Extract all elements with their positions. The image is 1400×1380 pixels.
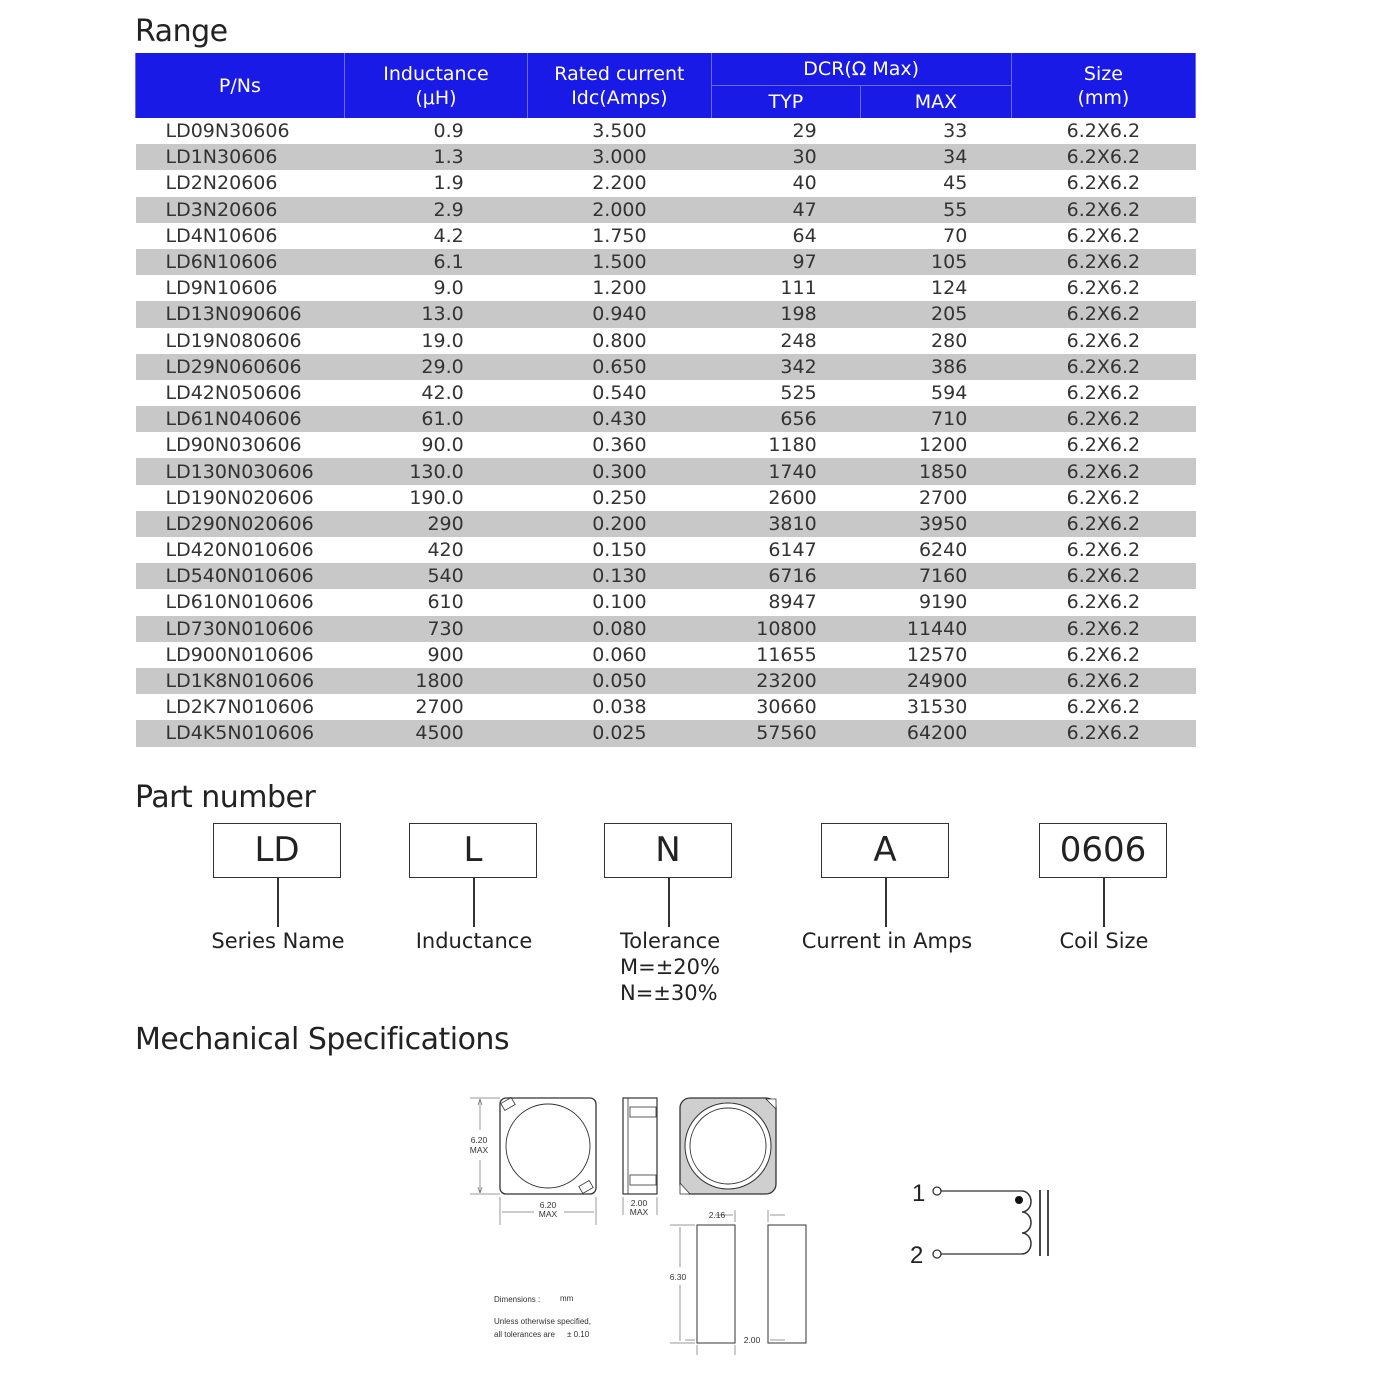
note-dimensions: Dimensions : xyxy=(494,1295,541,1304)
dcr-max-cell: 6240 xyxy=(918,539,968,562)
dcr-max-cell: 45 xyxy=(943,172,968,195)
part-number-cell: LD130N030606 xyxy=(136,458,345,484)
header-inductance-l2: (μH) xyxy=(415,86,457,109)
table-row xyxy=(136,275,1196,301)
dim-height-bottom: MAX xyxy=(469,1145,489,1155)
dcr-max-cell: 11440 xyxy=(861,616,1012,642)
table-row xyxy=(136,589,1196,615)
size-cell: 6.2X6.2 xyxy=(1066,591,1141,614)
table-row xyxy=(136,118,1196,144)
dcr-typ-cell: 248 xyxy=(780,329,817,352)
dcr-max-cell: 34 xyxy=(861,144,1012,170)
current-cell: 3.500 xyxy=(592,120,647,143)
part-number-cell: LD42N050606 xyxy=(165,381,302,404)
part-line-current xyxy=(885,878,887,927)
dcr-typ-cell: 47 xyxy=(711,197,861,223)
top-view xyxy=(470,1098,596,1225)
table-row xyxy=(136,432,1196,458)
current-cell: 0.050 xyxy=(528,668,711,694)
table-row xyxy=(136,511,1196,537)
inductance-cell: 13.0 xyxy=(344,301,527,327)
part-number-cell: LD2N20606 xyxy=(165,172,278,195)
range-table-body xyxy=(136,118,1196,747)
inductance-cell: 19.0 xyxy=(421,329,464,352)
part-box-tolerance: N xyxy=(604,823,732,878)
table-row xyxy=(136,380,1196,406)
inductance-cell: 4.2 xyxy=(433,224,464,247)
header-max: MAX xyxy=(861,86,1012,119)
dcr-typ-cell: 64 xyxy=(792,224,817,247)
part-number-cell: LD4N10606 xyxy=(165,224,278,247)
header-size xyxy=(1011,53,1195,118)
part-number-cell: LD610N010606 xyxy=(165,591,314,614)
pin-1-terminal xyxy=(933,1187,941,1195)
inductance-cell: 2.9 xyxy=(344,197,527,223)
current-cell: 1.750 xyxy=(592,224,647,247)
dcr-typ-cell: 1180 xyxy=(768,434,817,457)
table-row xyxy=(136,694,1196,720)
dcr-max-cell: 1850 xyxy=(861,458,1012,484)
inductance-cell: 290 xyxy=(344,511,527,537)
part-number-cell: LD900N010606 xyxy=(165,643,314,666)
current-cell: 0.025 xyxy=(528,720,711,746)
table-row xyxy=(136,197,1196,223)
pin-1-label: 1 xyxy=(912,1180,926,1207)
table-row xyxy=(136,406,1196,432)
table-row xyxy=(136,720,1196,746)
part-line-coil-size xyxy=(1103,878,1105,927)
current-cell: 1.500 xyxy=(528,249,711,275)
dcr-typ-cell: 30 xyxy=(711,144,861,170)
size-cell: 6.2X6.2 xyxy=(1066,696,1141,719)
part-number-cell: LD19N080606 xyxy=(165,329,302,352)
note-tolerance-3: ± 0.10 xyxy=(567,1330,590,1339)
inductance-cell: 0.9 xyxy=(433,120,464,143)
inductance-cell: 29.0 xyxy=(344,354,527,380)
part-number-cell: LD9N10606 xyxy=(165,277,278,300)
dim-pad-width: 2.00 xyxy=(743,1335,761,1345)
part-line-tolerance xyxy=(668,878,670,927)
dcr-typ-cell: 6716 xyxy=(711,563,861,589)
size-cell: 6.2X6.2 xyxy=(1011,720,1195,746)
dim-pad-length: 6.30 xyxy=(669,1272,687,1282)
dcr-max-cell: 31530 xyxy=(906,696,968,719)
pad-layout xyxy=(670,1210,806,1355)
header-inductance-l1: Inductance xyxy=(383,62,489,85)
note-tolerance-2: all tolerances are xyxy=(494,1330,555,1339)
part-label-inductance: Inductance xyxy=(415,929,533,953)
current-cell: 0.038 xyxy=(592,696,647,719)
dim-width-bottom: MAX xyxy=(538,1209,558,1219)
note-unit: mm xyxy=(560,1294,574,1303)
mechanical-drawing xyxy=(460,1085,820,1360)
dcr-typ-cell: 111 xyxy=(780,277,817,300)
part-number-cell: LD190N020606 xyxy=(165,486,314,509)
dcr-max-cell: 12570 xyxy=(906,643,968,666)
dcr-max-cell: 7160 xyxy=(861,563,1012,589)
inductance-cell: 1.3 xyxy=(344,144,527,170)
dcr-max-cell: 105 xyxy=(861,249,1012,275)
inductance-cell: 9.0 xyxy=(433,277,464,300)
part-label-coil-size: Coil Size xyxy=(1059,929,1149,953)
part-number-cell: LD730N010606 xyxy=(136,616,345,642)
size-cell: 6.2X6.2 xyxy=(1066,329,1141,352)
dcr-typ-cell: 40 xyxy=(792,172,817,195)
part-number-cell: LD6N10606 xyxy=(136,249,345,275)
coil-icon xyxy=(1022,1191,1031,1254)
header-current-l2: Idc(Amps) xyxy=(571,86,668,109)
size-cell: 6.2X6.2 xyxy=(1066,643,1141,666)
part-number-cell: LD290N020606 xyxy=(136,511,345,537)
table-row xyxy=(136,458,1196,484)
dcr-max-cell: 205 xyxy=(861,301,1012,327)
mechanical-title: Mechanical Specifications xyxy=(135,1022,510,1057)
inductance-cell: 540 xyxy=(344,563,527,589)
inductance-cell: 1.9 xyxy=(433,172,464,195)
current-cell: 2.000 xyxy=(528,197,711,223)
size-cell: 6.2X6.2 xyxy=(1066,434,1141,457)
dcr-typ-cell: 198 xyxy=(711,301,861,327)
header-size-l2: (mm) xyxy=(1077,86,1130,109)
dcr-typ-cell: 2600 xyxy=(768,486,817,509)
table-row xyxy=(136,144,1196,170)
part-number-title: Part number xyxy=(135,780,316,815)
size-cell: 6.2X6.2 xyxy=(1066,224,1141,247)
size-cell: 6.2X6.2 xyxy=(1011,197,1195,223)
part-line-series xyxy=(277,878,279,927)
size-cell: 6.2X6.2 xyxy=(1011,511,1195,537)
inductance-cell: 2700 xyxy=(415,696,464,719)
part-number-cell: LD2K7N010606 xyxy=(165,696,315,719)
dcr-max-cell: 9190 xyxy=(918,591,968,614)
dim-thick-bottom: MAX xyxy=(629,1207,649,1217)
current-cell: 0.130 xyxy=(528,563,711,589)
dcr-typ-cell: 6147 xyxy=(768,539,817,562)
inductor-schematic xyxy=(900,1170,1060,1280)
part-label-series: Series Name xyxy=(211,929,345,953)
dcr-typ-cell: 8947 xyxy=(768,591,817,614)
dim-width-top: 6.20 xyxy=(539,1200,557,1210)
tolerance-n: N=±30% xyxy=(620,981,718,1005)
part-number-cell: LD4K5N010606 xyxy=(136,720,345,746)
dcr-max-cell: 710 xyxy=(861,406,1012,432)
table-row xyxy=(136,668,1196,694)
current-cell: 0.080 xyxy=(528,616,711,642)
part-box-coil-size: 0606 xyxy=(1039,823,1167,878)
table-row xyxy=(136,223,1196,249)
header-inductance xyxy=(344,53,527,118)
header-pn: P/Ns xyxy=(136,53,345,118)
inductance-cell: 1800 xyxy=(344,668,527,694)
part-number-cell: LD540N010606 xyxy=(136,563,345,589)
range-title: Range xyxy=(135,14,228,49)
table-row xyxy=(136,249,1196,275)
part-number-cell: LD61N040606 xyxy=(136,406,345,432)
inductance-cell: 730 xyxy=(344,616,527,642)
dcr-typ-cell: 30660 xyxy=(756,696,817,719)
size-cell: 6.2X6.2 xyxy=(1066,120,1141,143)
table-row xyxy=(136,328,1196,354)
size-cell: 6.2X6.2 xyxy=(1011,563,1195,589)
table-row xyxy=(136,170,1196,196)
current-cell: 0.650 xyxy=(528,354,711,380)
header-size-l1: Size xyxy=(1083,62,1123,85)
dcr-max-cell: 33 xyxy=(943,120,968,143)
dcr-typ-cell: 29 xyxy=(792,120,817,143)
pin-2-label: 2 xyxy=(910,1242,924,1269)
dcr-max-cell: 70 xyxy=(943,224,968,247)
current-cell: 0.100 xyxy=(592,591,647,614)
dcr-max-cell: 55 xyxy=(861,197,1012,223)
part-number-cell: LD29N060606 xyxy=(136,354,345,380)
inductance-cell: 6.1 xyxy=(344,249,527,275)
inductance-cell: 420 xyxy=(427,539,464,562)
pin-2-terminal xyxy=(933,1250,941,1258)
dcr-max-cell: 386 xyxy=(861,354,1012,380)
dcr-typ-cell: 97 xyxy=(711,249,861,275)
table-row xyxy=(136,642,1196,668)
dcr-typ-cell: 57560 xyxy=(711,720,861,746)
inductance-cell: 90.0 xyxy=(421,434,464,457)
table-row xyxy=(136,301,1196,327)
dcr-max-cell: 594 xyxy=(931,381,968,404)
dcr-max-cell: 24900 xyxy=(861,668,1012,694)
part-number-cell: LD1N30606 xyxy=(136,144,345,170)
current-cell: 0.430 xyxy=(528,406,711,432)
dcr-typ-cell: 3810 xyxy=(711,511,861,537)
dim-thick-top: 2.00 xyxy=(630,1198,648,1208)
current-cell: 0.300 xyxy=(528,458,711,484)
note-tolerance-1: Unless otherwise specified, xyxy=(494,1317,591,1326)
size-cell: 6.2X6.2 xyxy=(1066,172,1141,195)
bottom-view xyxy=(680,1098,776,1194)
current-cell: 0.940 xyxy=(528,301,711,327)
dcr-typ-cell: 11655 xyxy=(756,643,817,666)
polarity-dot-icon xyxy=(1015,1196,1023,1204)
header-dcr: DCR(Ω Max) xyxy=(711,53,1011,86)
part-number-cell: LD420N010606 xyxy=(165,539,314,562)
size-cell: 6.2X6.2 xyxy=(1066,539,1141,562)
current-cell: 2.200 xyxy=(592,172,647,195)
current-cell: 0.540 xyxy=(592,381,647,404)
inductance-cell: 130.0 xyxy=(344,458,527,484)
part-box-series: LD xyxy=(213,823,341,878)
table-row xyxy=(136,563,1196,589)
dcr-max-cell: 124 xyxy=(931,277,968,300)
part-box-inductance: L xyxy=(409,823,537,878)
dcr-max-cell: 280 xyxy=(931,329,968,352)
dcr-typ-cell: 10800 xyxy=(711,616,861,642)
part-number-cell: LD90N030606 xyxy=(165,434,302,457)
size-cell: 6.2X6.2 xyxy=(1011,616,1195,642)
inductance-cell: 900 xyxy=(427,643,464,666)
dcr-typ-cell: 525 xyxy=(780,381,817,404)
current-cell: 0.360 xyxy=(592,434,647,457)
part-number-cell: LD13N090606 xyxy=(136,301,345,327)
current-cell: 0.150 xyxy=(592,539,647,562)
part-number-cell: LD09N30606 xyxy=(165,120,290,143)
current-cell: 0.060 xyxy=(592,643,647,666)
header-current xyxy=(528,53,711,118)
dcr-max-cell: 2700 xyxy=(918,486,968,509)
tolerance-label: Tolerance xyxy=(620,929,721,953)
part-number-cell: LD3N20606 xyxy=(136,197,345,223)
table-row xyxy=(136,537,1196,563)
current-cell: 1.200 xyxy=(592,277,647,300)
dim-height-top: 6.20 xyxy=(470,1135,488,1145)
current-cell: 0.200 xyxy=(528,511,711,537)
header-current-l1: Rated current xyxy=(554,62,685,85)
inductance-cell: 42.0 xyxy=(421,381,464,404)
size-cell: 6.2X6.2 xyxy=(1066,486,1141,509)
size-cell: 6.2X6.2 xyxy=(1011,668,1195,694)
size-cell: 6.2X6.2 xyxy=(1011,406,1195,432)
dcr-typ-cell: 656 xyxy=(711,406,861,432)
dcr-max-cell: 1200 xyxy=(918,434,968,457)
dim-pad-gap: 2.16 xyxy=(708,1210,726,1220)
dcr-typ-cell: 1740 xyxy=(711,458,861,484)
part-number-cell: LD1K8N010606 xyxy=(136,668,345,694)
dcr-max-cell: 3950 xyxy=(861,511,1012,537)
size-cell: 6.2X6.2 xyxy=(1011,144,1195,170)
size-cell: 6.2X6.2 xyxy=(1011,301,1195,327)
size-cell: 6.2X6.2 xyxy=(1011,249,1195,275)
table-row xyxy=(136,354,1196,380)
dcr-typ-cell: 23200 xyxy=(711,668,861,694)
dcr-max-cell: 64200 xyxy=(861,720,1012,746)
inductance-cell: 610 xyxy=(427,591,464,614)
part-line-inductance xyxy=(473,878,475,927)
inductance-cell: 190.0 xyxy=(409,486,464,509)
dcr-typ-cell: 342 xyxy=(711,354,861,380)
range-table xyxy=(135,53,1196,747)
size-cell: 6.2X6.2 xyxy=(1066,277,1141,300)
part-box-current: A xyxy=(821,823,949,878)
tolerance-m: M=±20% xyxy=(620,955,720,979)
size-cell: 6.2X6.2 xyxy=(1011,354,1195,380)
current-cell: 0.800 xyxy=(592,329,647,352)
current-cell: 0.250 xyxy=(592,486,647,509)
part-label-tolerance xyxy=(620,928,720,1006)
table-row xyxy=(136,485,1196,511)
current-cell: 3.000 xyxy=(528,144,711,170)
header-typ: TYP xyxy=(711,86,861,119)
inductance-cell: 61.0 xyxy=(344,406,527,432)
inductance-cell: 4500 xyxy=(344,720,527,746)
part-label-current: Current in Amps xyxy=(801,929,973,953)
table-row xyxy=(136,616,1196,642)
size-cell: 6.2X6.2 xyxy=(1011,458,1195,484)
size-cell: 6.2X6.2 xyxy=(1066,381,1141,404)
